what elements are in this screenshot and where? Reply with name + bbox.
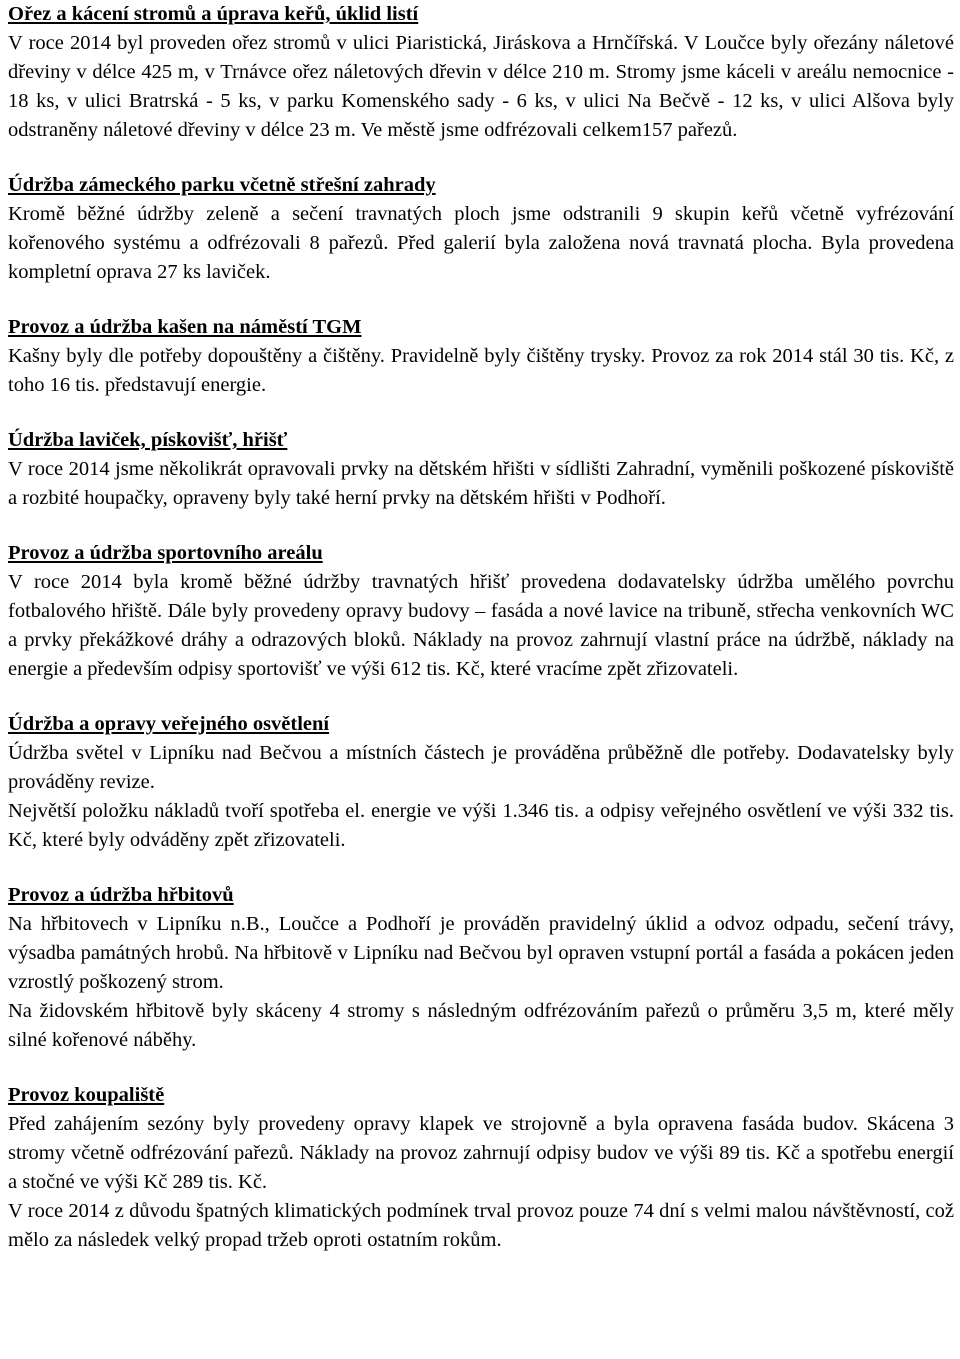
section-paragraph: V roce 2014 byla kromě běžné údržby travnatých hřišť provedena dodavatelsky údržba umělého povrchu fotbalového hřiště. Dále byly provedeny opravy budovy – fasáda a nové lavice na tribuně, střecha venkovních WC a prvky překážkové dráhy a odrazových bloků. Náklady na provoz zahrnují vlastní práce na údržbě, náklady na energie a především odpisy sportovišť ve výši 612 tis. Kč, které vracíme zpět zřizovateli.	[8, 571, 954, 680]
section-paragraph: V roce 2014 jsme několikrát opravovali prvky na dětském hřišti v sídlišti Zahradní, vyměnili poškozené pískoviště a rozbité houpačky, opraveny byly také herní prvky na dětském hřišti v Podhoří.	[8, 458, 954, 509]
section-paragraph: V roce 2014 byl proveden ořez stromů v ulici Piaristická, Jiráskova a Hrnčířská. V Loučce byly ořezány náletové dřeviny v délce 425 m, v Trnávce ořez náletových dřevin v délce 210 m. Stromy jsme káceli v areálu nemocnice - 18 ks, v ulici Bratrská - 5 ks, v parku Komenského sady - 6 ks, v ulici Na Bečvě - 12 ks, v ulici Alšova byly odstraněny náletové dřeviny v délce 23 m. Ve městě jsme odfrézovali celkem157 pařezů.	[8, 32, 954, 141]
section-paragraph: Kromě běžné údržby zeleně a sečení travnatých ploch jsme odstranili 9 skupin keřů včetně vyfrézování kořenového systému a odfrézovali 8 pařezů. Před galerií byla založena nová travnatá plocha. Byla provedena kompletní oprava 27 ks laviček.	[8, 203, 954, 283]
section-paragraph: Na židovském hřbitově byly skáceny 4 stromy s následným odfrézováním pařezů o průměru 3,5 m, které měly silné kořenové náběhy.	[8, 1000, 954, 1051]
section-fountains	[8, 313, 954, 400]
section-cemeteries	[8, 881, 954, 1055]
section-paragraph: Před zahájením sezóny byly provedeny opravy klapek ve strojovně a byla opravena fasáda budov. Skácena 3 stromy včetně odfrézování pařezů. Náklady na provoz zahrnují odpisy budov ve výši 89 tis. Kč a spotřebu energií a stočné ve výši Kč 289 tis. Kč.	[8, 1113, 954, 1193]
section-paragraph: V roce 2014 z důvodu špatných klimatických podmínek trval provoz pouze 74 dní s velmi malou návštěvností, což mělo za následek velký propad tržeb oproti ostatním rokům.	[8, 1200, 954, 1251]
section-paragraph: Údržba světel v Lipníku nad Bečvou a místních částech je prováděna průběžně dle potřeby. Dodavatelsky byly prováděny revize.	[8, 742, 954, 793]
section-sports-area	[8, 539, 954, 684]
section-heading: Provoz a údržba hřbitovů	[8, 884, 234, 906]
section-heading: Údržba zámeckého parku včetně střešní zahrady	[8, 174, 436, 196]
section-castle-park	[8, 171, 954, 287]
section-swimming-pool	[8, 1081, 954, 1255]
section-benches-playgrounds	[8, 426, 954, 513]
section-heading: Provoz a údržba kašen na náměstí TGM	[8, 316, 362, 338]
section-heading: Provoz a údržba sportovního areálu	[8, 542, 323, 564]
section-paragraph: Kašny byly dle potřeby dopouštěny a čištěny. Pravidelně byly čištěny trysky. Provoz za rok 2014 stál 30 tis. Kč, z toho 16 tis. představují energie.	[8, 345, 954, 396]
section-paragraph: Na hřbitovech v Lipníku n.B., Loučce a Podhoří je prováděn pravidelný úklid a odvoz odpadu, sečení trávy, výsadba památných hrobů. Na hřbitově v Lipníku nad Bečvou byl opraven vstupní portál a fasáda a pokácen jeden vzrostlý poškozený strom.	[8, 913, 954, 993]
section-paragraph: Největší položku nákladů tvoří spotřeba el. energie ve výši 1.346 tis. a odpisy veřejného osvětlení ve výši 332 tis. Kč, které byly odváděny zpět zřizovateli.	[8, 800, 954, 851]
section-public-lighting	[8, 710, 954, 855]
section-heading: Údržba laviček, pískovišť, hřišť	[8, 429, 288, 451]
section-tree-pruning	[8, 0, 954, 145]
section-heading: Provoz koupaliště	[8, 1084, 165, 1106]
section-heading: Údržba a opravy veřejného osvětlení	[8, 713, 330, 735]
section-heading: Ořez a kácení stromů a úprava keřů, úklid listí	[8, 3, 419, 25]
